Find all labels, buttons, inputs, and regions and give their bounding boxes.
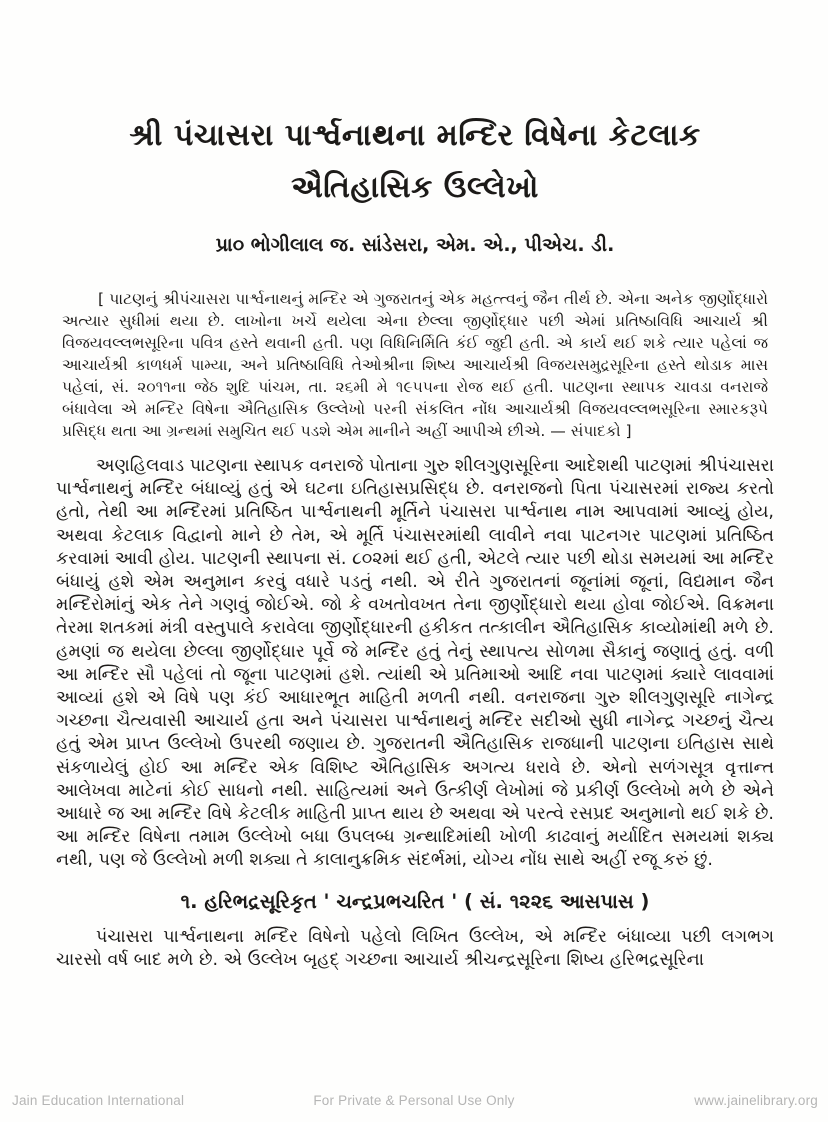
- article-title-line1: શ્રી પંચાસરા પાર્શ્વનાથના મન્દિર વિષેના કેટલાક: [129, 118, 701, 153]
- article-title-line2: ઐતિહાસિક ઉલ્લેખો: [291, 170, 539, 205]
- section-1-paragraph: પંચાસરા પાર્શ્વનાથના મન્દિર વિષેનો પહેલો લિખિત ઉલ્લેખ, એ મન્દિર બંધાવ્યા પછી લગભગ ચારસો વર્ષ બાદ મળે છે. એ ઉલ્લેખ બૃહદ્ ગચ્છના આચાર્ય શ્રીચન્દ્રસૂરિના શિષ્ય હરિભદ્રસૂરિના: [56, 926, 774, 970]
- footer-right-text: www.jainelibrary.org: [694, 1093, 818, 1108]
- footer-left-text: Jain Education International: [12, 1093, 185, 1108]
- intro-paragraph: અણહિલવાડ પાટણના સ્થાપક વનરાજે પોતાના ગુરુ શીલગુણસૂરિના આદેશથી પાટણમાં શ્રીપંચાસરા પાર્શ્વનાથનું મન્દિર બંધાવ્યું હતું એ ઘટના ઇતિહાસપ્રસિદ્ધ છે. વનરાજનો પિતા પંચાસરમાં રાજ્ય કરતો હતો, તેથી આ મન્દિરમાં પ્રતિષ્ઠિત પાર્શ્વનાથની મૂર્તિને પંચાસરા પાર્શ્વનાથ નામ આપવામાં આવ્યું હોય, અથવા કેટલાક વિદ્વાનો માને છે તેમ, એ મૂર્તિ પંચાસરમાંથી લાવીને નવા પાટનગર પાટણમાં પ્રતિષ્ઠિત કરવામાં આવી હોય. પાટણની સ્થાપના સં. ૮૦૨માં થઈ હતી, એટલે ત્યાર પછી થોડા સમયમાં આ મન્દિર બંધાયું હશે એમ અનુમાન કરવું વધારે પડતું નથી. એ રીતે ગુજરાતનાં જૂનાંમાં જૂનાં, વિદ્યમાન જૈન મન્દિરોમાંનું એક તેને ગણવું જોઈએ. જો કે વખતોવખત તેના જીર્ણોદ્ધારો થયા હોવા જોઈએ. વિક્રમના તેરમા શતકમાં મંત્રી વસ્તુપાલે કરાવેલા જીર્ણોદ્ધારની હકીકત તત્કાલીન ઐતિહાસિક કાવ્યોમાંથી મળે છે. હમણાં જ થયેલા છેલ્લા જીર્ણોદ્ધાર પૂર્વે જે મન્દિર હતું તેનું સ્થાપત્ય સોળમા સૈકાનું જણાતું હતું. વળી આ મન્દિર સૌ પહેલાં તો જૂના પાટણમાં હશે. ત્યાંથી એ પ્રતિમાઓ આદિ નવા પાટણમાં ક્યારે લાવવામાં આવ્યાં હશે એ વિષે પણ કંઈ આધારભૂત માહિતી મળતી નથી. વનરાજના ગુરુ શીલગુણસૂરિ નાગેન્દ્ર ગચ્છના ચૈત્યવાસી આચાર્ય હતા અને પંચાસરા પાર્શ્વનાથનું મન્દિર સદીઓ સુધી નાગેન્દ્ર ગચ્છનું ચૈત્ય હતું એમ પ્રાપ્ત ઉલ્લેખો ઉપરથી જણાય છે. ગુજરાતની ઐતિહાસિક રાજધાની પાટણના ઇતિહાસ સાથે સંકળાયેલું હોઈ આ મન્દિર એક વિશિષ્ટ ઐતિહાસિક અગત્ય ધરાવે છે. એનો સળંગસૂત્ર વૃત્તાન્ત આલેખવા માટેનાં કોઈ સાધનો નથી. સાહિત્યમાં અને ઉત્કીર્ણ લેખોમાં જે પ્રકીર્ણ ઉલ્લેખો મળે છે એને આધારે જ આ મન્દિર વિષે કેટલીક માહિતી પ્રાપ્ત થાય છે અથવા એ પરત્વે રસપ્રદ અનુમાનો થઈ શકે છે. આ મન્દિર વિષેના તમામ ઉલ્લેખો બધા ઉપલબ્ધ ગ્રન્થાદિમાંથી ખોળી કાઢવાનું મર્યાદિત સમયમાં શક્ય નથી, પણ જે ઉલ્લેખો મળી શક્યા તે કાલાનુક્રમિક સંદર્ભમાં, યોગ્ય નોંધ સાથે અહીં રજૂ કરું છું.: [56, 456, 774, 871]
- section-1-heading: ૧. હરિભદ્રસૂરિકૃત ' ચન્દ્રપ્રભચરિત ' ( સં. ૧૨૨૬ આસપાસ ): [180, 889, 650, 913]
- article-title: [56, 110, 774, 214]
- author-byline: પ્રા૦ ભોગીલાલ જ. સાંડેસરા, એમ. એ., પીએચ. ડી.: [215, 234, 615, 256]
- footer-center-text: For Private & Personal Use Only: [313, 1093, 515, 1108]
- editorial-note: [ પાટણનું શ્રીપંચાસરા પાર્શ્વનાથનું મન્દિર એ ગુજરાતનું એક મહત્ત્વનું જૈન તીર્થ છે. એના અનેક જીર્ણોદ્ધારો અત્યાર સુધીમાં થયા છે. લાખોના ખર્ચે થયેલા એના છેલ્લા જીર્ણોદ્ધાર પછી એમાં પ્રતિષ્ઠાવિધિ આચાર્ય શ્રી વિજયવલ્લભસૂરિના પવિત્ર હસ્તે થવાની હતી. પણ વિધિનિર્મિતિ કંઈ જુદી હતી. એ કાર્ય થઈ શકે ત્યાર પહેલાં જ આચાર્યશ્રી કાળધર્મ પામ્યા, અને પ્રતિષ્ઠાવિધિ તેઓશ્રીના શિષ્ય આચાર્યશ્રી વિજયસમુદ્રસૂરિના હસ્તે થોડાક માસ પહેલાં, સં. ૨૦૧૧ના જેઠ શુદિ પાંચમ, તા. ૨૬મી મે ૧૯૫૫ના રોજ થઈ હતી. પાટણના સ્થાપક ચાવડા વનરાજે બંધાવેલા એ મન્દિર વિષેના ઐતિહાસિક ઉલ્લેખો પરની સંકલિત નોંધ આચાર્યશ્રી વિજયવલ્લભસૂરિના સ્મારકરૂપે પ્રસિદ્ધ થતા આ ગ્રન્થમાં સમુચિત થઈ પડશે એમ માનીને અહીં આપીએ છીએ. — સંપાદકો ]: [62, 290, 768, 440]
- scan-footer: [0, 1093, 828, 1108]
